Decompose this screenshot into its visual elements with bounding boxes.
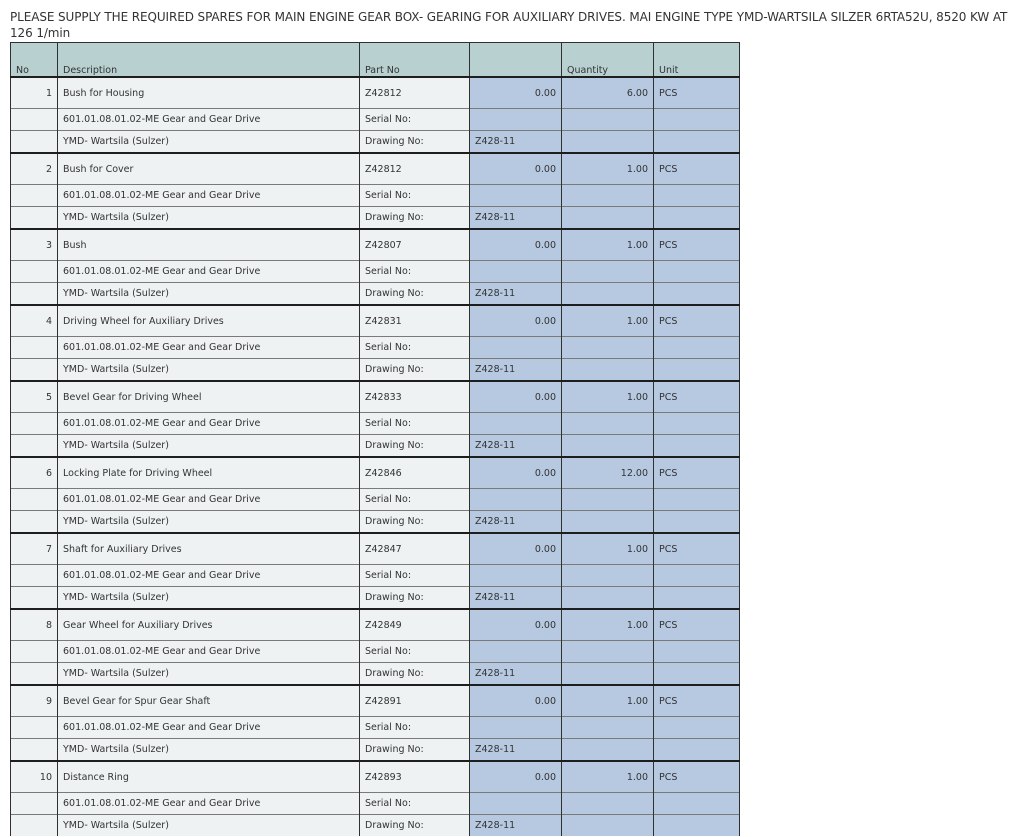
item-description: Bush	[58, 229, 360, 261]
empty-cell	[11, 435, 58, 458]
table-row-item	[11, 685, 740, 717]
item-unit-cell[interactable]: PCS	[654, 381, 740, 413]
empty-input-cell[interactable]	[562, 413, 654, 435]
col-header-description: Description	[58, 43, 360, 78]
item-no: 4	[11, 305, 58, 337]
empty-input-cell[interactable]	[562, 587, 654, 610]
item-part-no: Z42893	[360, 761, 470, 793]
drawing-label: Drawing No:	[360, 435, 470, 458]
serial-no-cell[interactable]	[470, 641, 562, 663]
empty-cell	[11, 337, 58, 359]
empty-input-cell[interactable]	[654, 337, 740, 359]
empty-input-cell[interactable]	[654, 283, 740, 306]
drawing-no-cell[interactable]: Z428-11	[470, 663, 562, 686]
empty-input-cell[interactable]	[562, 359, 654, 382]
empty-cell	[11, 261, 58, 283]
item-part-no: Z42847	[360, 533, 470, 565]
empty-cell	[11, 739, 58, 762]
drawing-no-cell[interactable]: Z428-11	[470, 587, 562, 610]
empty-input-cell[interactable]	[562, 565, 654, 587]
serial-label: Serial No:	[360, 489, 470, 511]
table-row-drawing	[11, 663, 740, 686]
serial-no-cell[interactable]	[470, 337, 562, 359]
drawing-no-cell[interactable]: Z428-11	[470, 511, 562, 534]
serial-label: Serial No:	[360, 793, 470, 815]
item-no: 3	[11, 229, 58, 261]
table-row-item	[11, 533, 740, 565]
drawing-label: Drawing No:	[360, 207, 470, 230]
empty-input-cell[interactable]	[562, 489, 654, 511]
item-group: 601.01.08.01.02-ME Gear and Gear Drive	[58, 413, 360, 435]
item-part-no: Z42831	[360, 305, 470, 337]
item-price-cell[interactable]: 0.00	[470, 761, 562, 793]
empty-input-cell[interactable]	[654, 131, 740, 154]
item-quantity-cell[interactable]: 1.00	[562, 305, 654, 337]
serial-label: Serial No:	[360, 717, 470, 739]
empty-cell	[11, 565, 58, 587]
table-row-drawing	[11, 435, 740, 458]
item-part-no: Z42812	[360, 153, 470, 185]
empty-input-cell[interactable]	[654, 359, 740, 382]
col-header-part-no: Part No	[360, 43, 470, 78]
empty-cell	[11, 793, 58, 815]
drawing-label: Drawing No:	[360, 815, 470, 837]
empty-input-cell[interactable]	[562, 261, 654, 283]
item-description: Bevel Gear for Driving Wheel	[58, 381, 360, 413]
empty-input-cell[interactable]	[562, 109, 654, 131]
item-price-cell[interactable]: 0.00	[470, 77, 562, 109]
table-row-drawing	[11, 283, 740, 306]
item-maker: YMD- Wartsila (Sulzer)	[58, 511, 360, 534]
item-description: Shaft for Auxiliary Drives	[58, 533, 360, 565]
item-part-no: Z42891	[360, 685, 470, 717]
empty-input-cell[interactable]	[562, 815, 654, 837]
empty-cell	[11, 413, 58, 435]
item-maker: YMD- Wartsila (Sulzer)	[58, 587, 360, 610]
item-price-cell[interactable]: 0.00	[470, 685, 562, 717]
serial-no-cell[interactable]	[470, 109, 562, 131]
table-row-item	[11, 153, 740, 185]
item-maker: YMD- Wartsila (Sulzer)	[58, 435, 360, 458]
table-row-item	[11, 609, 740, 641]
item-no: 1	[11, 77, 58, 109]
item-description: Bush for Cover	[58, 153, 360, 185]
item-group: 601.01.08.01.02-ME Gear and Gear Drive	[58, 109, 360, 131]
item-no: 10	[11, 761, 58, 793]
drawing-no-cell[interactable]: Z428-11	[470, 739, 562, 762]
table-row-drawing	[11, 739, 740, 762]
item-unit-cell[interactable]: PCS	[654, 457, 740, 489]
table-row-item	[11, 457, 740, 489]
item-description: Bush for Housing	[58, 77, 360, 109]
serial-no-cell[interactable]	[470, 565, 562, 587]
drawing-no-cell[interactable]: Z428-11	[470, 207, 562, 230]
item-no: 8	[11, 609, 58, 641]
empty-input-cell[interactable]	[562, 739, 654, 762]
serial-no-cell[interactable]	[470, 489, 562, 511]
item-quantity-cell[interactable]: 1.00	[562, 685, 654, 717]
empty-input-cell[interactable]	[562, 717, 654, 739]
item-part-no: Z42849	[360, 609, 470, 641]
table-row-item	[11, 761, 740, 793]
item-description: Bevel Gear for Spur Gear Shaft	[58, 685, 360, 717]
item-quantity-cell[interactable]: 12.00	[562, 457, 654, 489]
serial-no-cell[interactable]	[470, 185, 562, 207]
table-row-serial	[11, 109, 740, 131]
col-header-no: No	[11, 43, 58, 78]
empty-cell	[11, 185, 58, 207]
item-group: 601.01.08.01.02-ME Gear and Gear Drive	[58, 337, 360, 359]
item-maker: YMD- Wartsila (Sulzer)	[58, 359, 360, 382]
item-price-cell[interactable]: 0.00	[470, 533, 562, 565]
empty-cell	[11, 109, 58, 131]
item-group: 601.01.08.01.02-ME Gear and Gear Drive	[58, 641, 360, 663]
drawing-label: Drawing No:	[360, 131, 470, 154]
empty-input-cell[interactable]	[654, 489, 740, 511]
serial-no-cell[interactable]	[470, 413, 562, 435]
item-description: Locking Plate for Driving Wheel	[58, 457, 360, 489]
table-row-drawing	[11, 207, 740, 230]
item-unit-cell[interactable]: PCS	[654, 153, 740, 185]
table-row-serial	[11, 413, 740, 435]
empty-input-cell[interactable]	[562, 435, 654, 458]
empty-input-cell[interactable]	[562, 131, 654, 154]
empty-cell	[11, 489, 58, 511]
drawing-no-cell[interactable]: Z428-11	[470, 131, 562, 154]
empty-input-cell[interactable]	[654, 109, 740, 131]
serial-label: Serial No:	[360, 261, 470, 283]
item-part-no: Z42846	[360, 457, 470, 489]
empty-input-cell[interactable]	[562, 337, 654, 359]
item-quantity-cell[interactable]: 1.00	[562, 381, 654, 413]
spares-table	[10, 42, 740, 836]
item-group: 601.01.08.01.02-ME Gear and Gear Drive	[58, 185, 360, 207]
empty-cell	[11, 359, 58, 382]
table-row-serial	[11, 565, 740, 587]
table-row-serial	[11, 793, 740, 815]
drawing-label: Drawing No:	[360, 511, 470, 534]
table-row-item	[11, 381, 740, 413]
item-no: 9	[11, 685, 58, 717]
empty-input-cell[interactable]	[654, 641, 740, 663]
empty-input-cell[interactable]	[654, 185, 740, 207]
item-group: 601.01.08.01.02-ME Gear and Gear Drive	[58, 565, 360, 587]
item-unit-cell[interactable]: PCS	[654, 533, 740, 565]
drawing-label: Drawing No:	[360, 663, 470, 686]
empty-input-cell[interactable]	[562, 641, 654, 663]
drawing-label: Drawing No:	[360, 587, 470, 610]
item-group: 601.01.08.01.02-ME Gear and Gear Drive	[58, 261, 360, 283]
empty-input-cell[interactable]	[654, 511, 740, 534]
empty-input-cell[interactable]	[654, 413, 740, 435]
item-price-cell[interactable]: 0.00	[470, 153, 562, 185]
empty-input-cell[interactable]	[654, 207, 740, 230]
empty-cell	[11, 717, 58, 739]
item-price-cell[interactable]: 0.00	[470, 229, 562, 261]
empty-cell	[11, 283, 58, 306]
table-row-serial	[11, 185, 740, 207]
drawing-no-cell[interactable]: Z428-11	[470, 283, 562, 306]
empty-input-cell[interactable]	[562, 793, 654, 815]
serial-no-cell[interactable]	[470, 717, 562, 739]
table-row-drawing	[11, 511, 740, 534]
empty-input-cell[interactable]	[562, 663, 654, 686]
item-unit-cell[interactable]: PCS	[654, 305, 740, 337]
item-part-no: Z42812	[360, 77, 470, 109]
drawing-no-cell[interactable]: Z428-11	[470, 815, 562, 837]
item-no: 6	[11, 457, 58, 489]
empty-input-cell[interactable]	[654, 717, 740, 739]
item-quantity-cell[interactable]: 1.00	[562, 229, 654, 261]
item-unit-cell[interactable]: PCS	[654, 609, 740, 641]
table-row-serial	[11, 489, 740, 511]
table-row-serial	[11, 641, 740, 663]
empty-cell	[11, 815, 58, 837]
item-description: Distance Ring	[58, 761, 360, 793]
empty-input-cell[interactable]	[654, 435, 740, 458]
empty-input-cell[interactable]	[562, 283, 654, 306]
serial-label: Serial No:	[360, 413, 470, 435]
empty-input-cell[interactable]	[654, 565, 740, 587]
empty-input-cell[interactable]	[562, 511, 654, 534]
serial-label: Serial No:	[360, 109, 470, 131]
serial-no-cell[interactable]	[470, 261, 562, 283]
table-row-drawing	[11, 131, 740, 154]
item-unit-cell[interactable]: PCS	[654, 761, 740, 793]
item-part-no: Z42807	[360, 229, 470, 261]
item-maker: YMD- Wartsila (Sulzer)	[58, 283, 360, 306]
col-header-unit: Unit	[654, 43, 740, 78]
drawing-no-cell[interactable]: Z428-11	[470, 435, 562, 458]
item-maker: YMD- Wartsila (Sulzer)	[58, 207, 360, 230]
empty-input-cell[interactable]	[654, 663, 740, 686]
empty-cell	[11, 207, 58, 230]
empty-input-cell[interactable]	[654, 793, 740, 815]
item-description: Gear Wheel for Auxiliary Drives	[58, 609, 360, 641]
item-quantity-cell[interactable]: 1.00	[562, 153, 654, 185]
item-description: Driving Wheel for Auxiliary Drives	[58, 305, 360, 337]
table-row-drawing	[11, 815, 740, 837]
empty-input-cell[interactable]	[654, 261, 740, 283]
item-group: 601.01.08.01.02-ME Gear and Gear Drive	[58, 489, 360, 511]
intro-text: PLEASE SUPPLY THE REQUIRED SPARES FOR MAIN ENGINE GEAR BOX- GEARING FOR AUXILIARY DRIVES. MAI ENGINE TYPE YMD-WARTSILA SILZER 6RTA52U, 8520 KW AT 126 1/min	[10, 10, 1008, 40]
empty-cell	[11, 511, 58, 534]
table-row-drawing	[11, 359, 740, 382]
empty-input-cell[interactable]	[654, 739, 740, 762]
item-maker: YMD- Wartsila (Sulzer)	[58, 663, 360, 686]
table-row-serial	[11, 337, 740, 359]
item-group: 601.01.08.01.02-ME Gear and Gear Drive	[58, 717, 360, 739]
serial-no-cell[interactable]	[470, 793, 562, 815]
item-quantity-cell[interactable]: 6.00	[562, 77, 654, 109]
empty-cell	[11, 663, 58, 686]
item-unit-cell[interactable]: PCS	[654, 77, 740, 109]
empty-input-cell[interactable]	[654, 815, 740, 837]
table-row-item	[11, 305, 740, 337]
item-price-cell[interactable]: 0.00	[470, 305, 562, 337]
empty-input-cell[interactable]	[562, 207, 654, 230]
col-header-blank	[470, 43, 562, 78]
item-unit-cell[interactable]: PCS	[654, 229, 740, 261]
serial-label: Serial No:	[360, 185, 470, 207]
item-price-cell[interactable]: 0.00	[470, 609, 562, 641]
item-price-cell[interactable]: 0.00	[470, 457, 562, 489]
item-unit-cell[interactable]: PCS	[654, 685, 740, 717]
serial-label: Serial No:	[360, 337, 470, 359]
table-header-row	[11, 43, 740, 78]
table-row-serial	[11, 717, 740, 739]
table-row-serial	[11, 261, 740, 283]
item-group: 601.01.08.01.02-ME Gear and Gear Drive	[58, 793, 360, 815]
empty-input-cell[interactable]	[562, 185, 654, 207]
item-no: 2	[11, 153, 58, 185]
item-no: 5	[11, 381, 58, 413]
table-row-item	[11, 77, 740, 109]
drawing-label: Drawing No:	[360, 283, 470, 306]
drawing-no-cell[interactable]: Z428-11	[470, 359, 562, 382]
item-quantity-cell[interactable]: 1.00	[562, 533, 654, 565]
empty-cell	[11, 131, 58, 154]
empty-cell	[11, 641, 58, 663]
item-quantity-cell[interactable]: 1.00	[562, 609, 654, 641]
item-quantity-cell[interactable]: 1.00	[562, 761, 654, 793]
serial-label: Serial No:	[360, 641, 470, 663]
item-no: 7	[11, 533, 58, 565]
table-row-item	[11, 229, 740, 261]
table-row-drawing	[11, 587, 740, 610]
item-maker: YMD- Wartsila (Sulzer)	[58, 739, 360, 762]
item-price-cell[interactable]: 0.00	[470, 381, 562, 413]
item-maker: YMD- Wartsila (Sulzer)	[58, 815, 360, 837]
col-header-quantity: Quantity	[562, 43, 654, 78]
drawing-label: Drawing No:	[360, 359, 470, 382]
serial-label: Serial No:	[360, 565, 470, 587]
empty-cell	[11, 587, 58, 610]
empty-input-cell[interactable]	[654, 587, 740, 610]
item-maker: YMD- Wartsila (Sulzer)	[58, 131, 360, 154]
drawing-label: Drawing No:	[360, 739, 470, 762]
item-part-no: Z42833	[360, 381, 470, 413]
